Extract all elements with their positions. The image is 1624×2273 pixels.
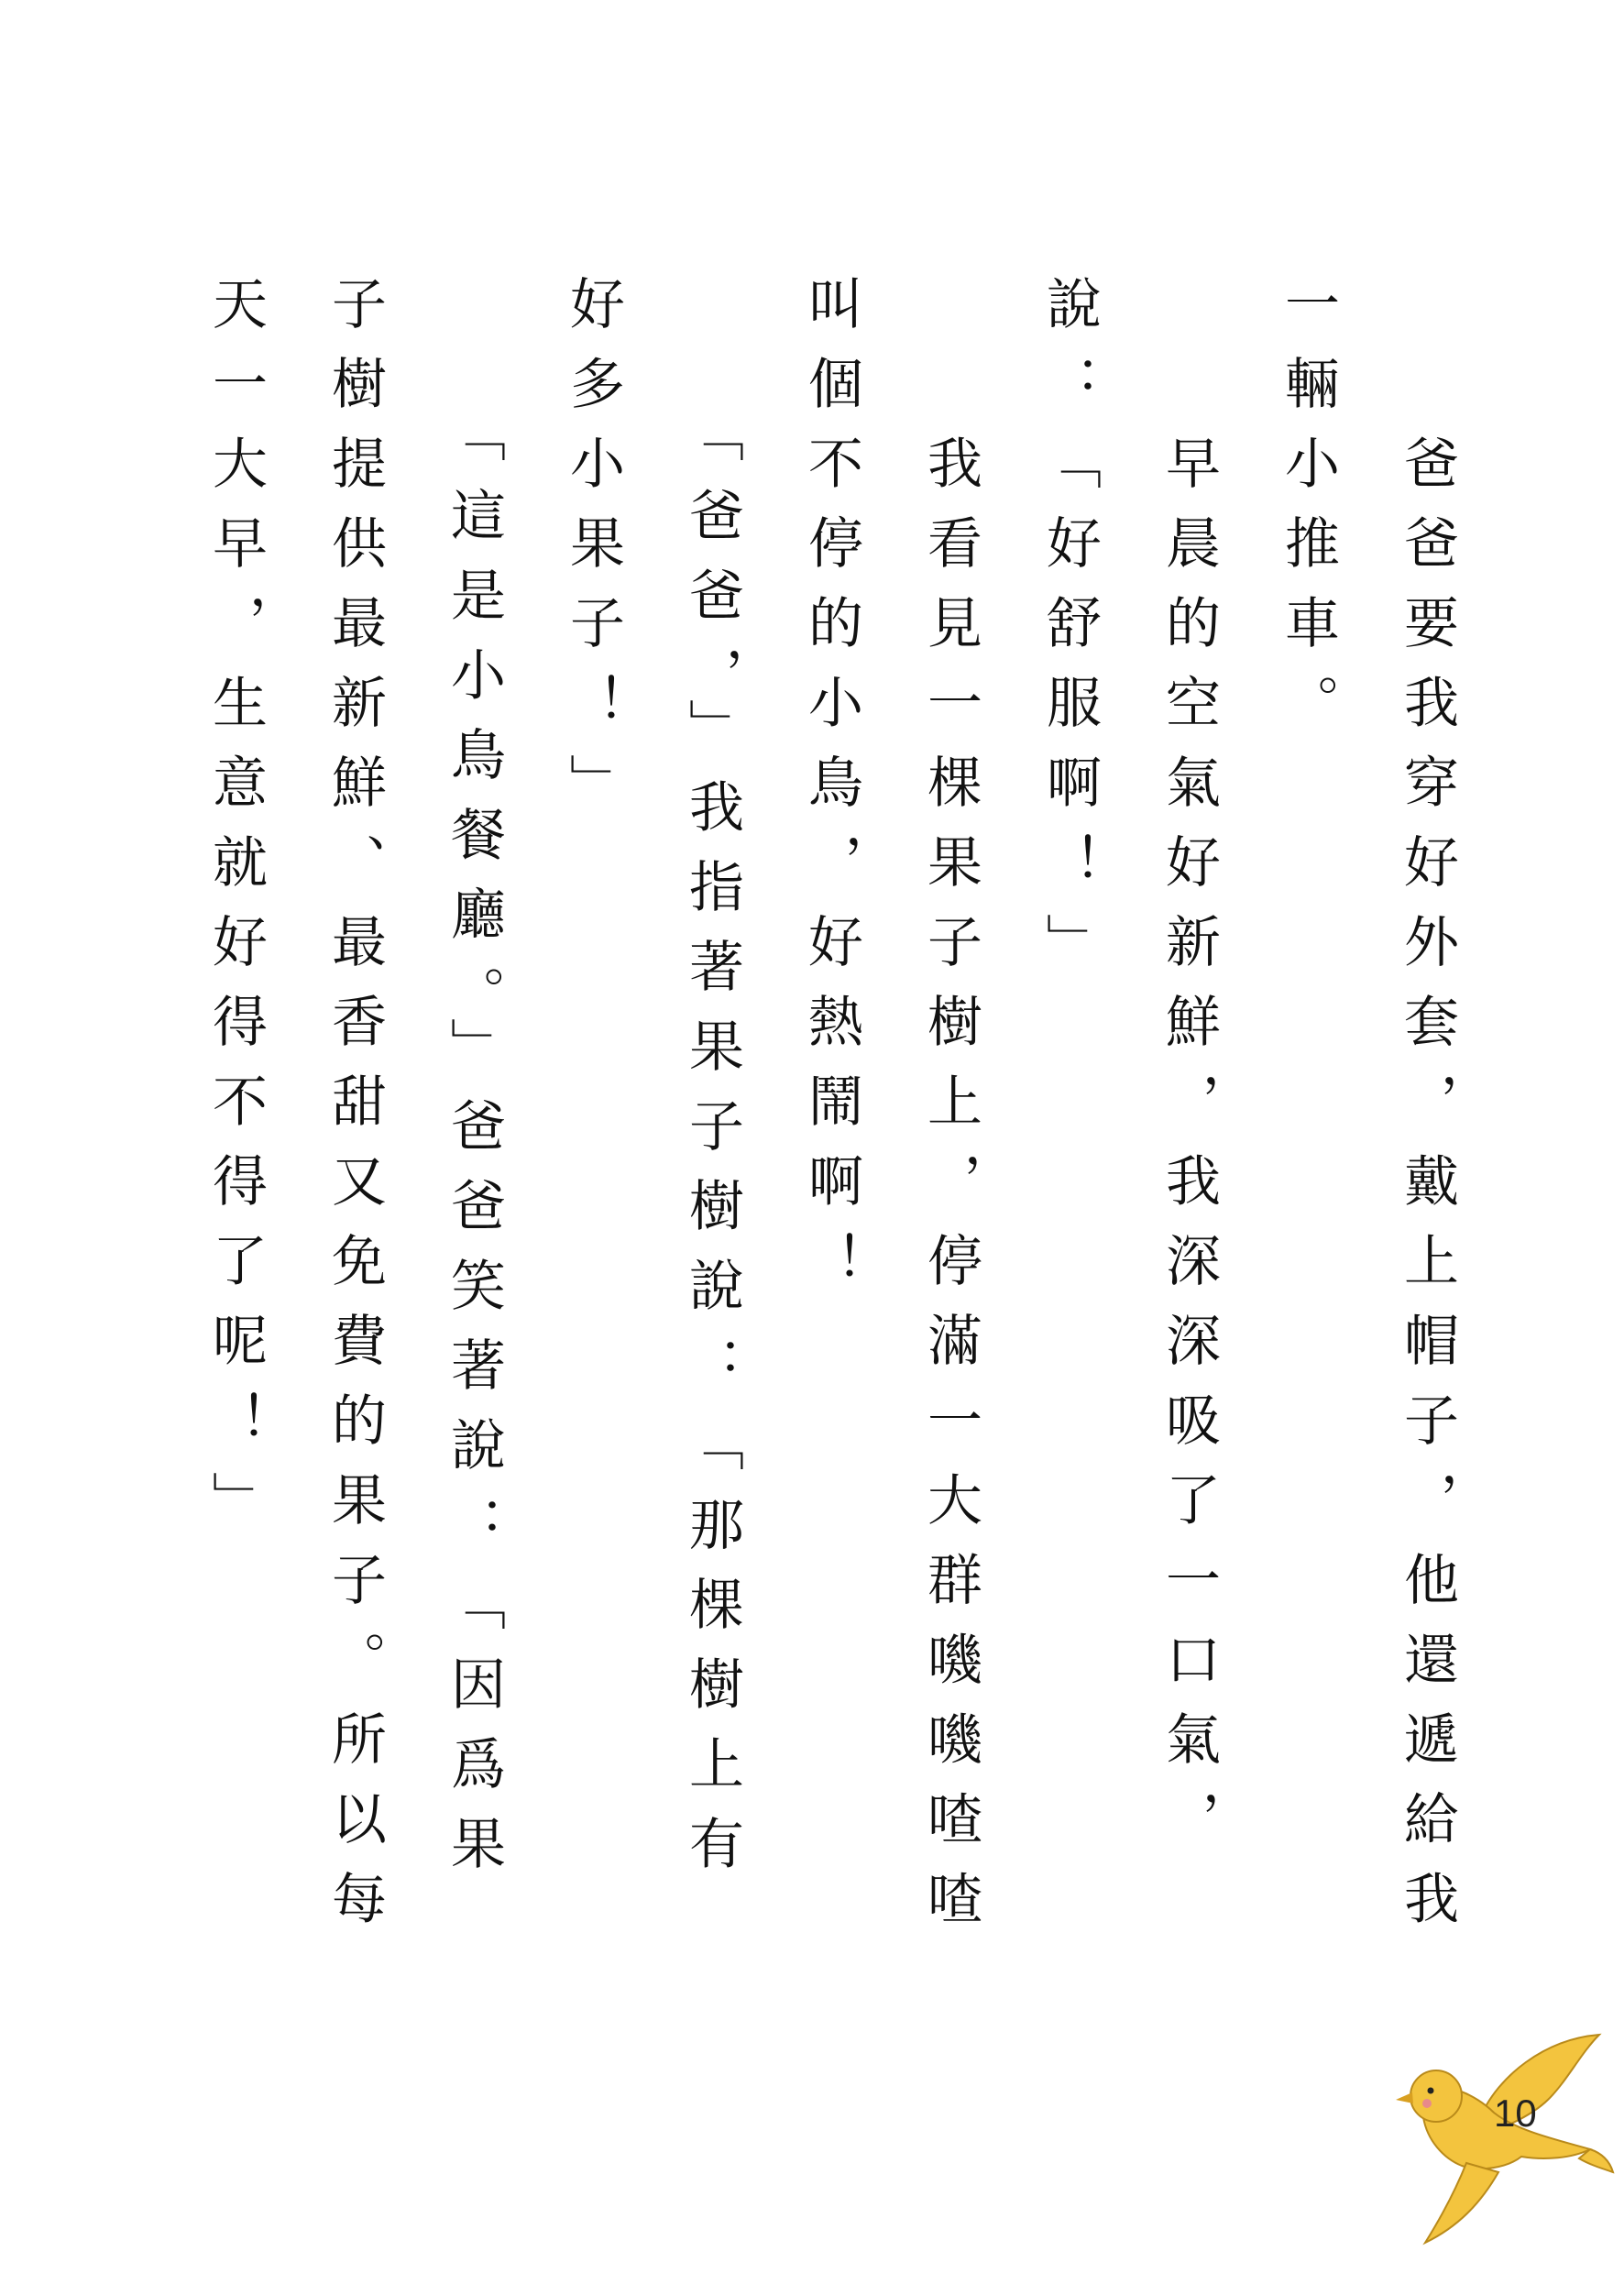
story-column-4: 說：「好舒服啊！」 [1037,275,1102,993]
bird-icon [1396,2035,1613,2243]
story-column-3: 早晨的空氣好新鮮，我深深吸了一口氣， [1157,275,1221,1870]
story-column-8: 好多小果子！」 [561,275,625,833]
story-column-9: 「這是小鳥餐廳。」爸爸笑著說：「因爲果 [442,275,506,1894]
story-column-6: 叫個不停的小鳥，好熱鬧啊！ [799,275,863,1312]
story-column-11: 天一大早，生意就好得不得了呢！」 [203,275,268,1551]
story-column-10: 子樹提供最新鮮、最香甜又免費的果子。所以每 [323,275,387,1949]
story-column-2: 一輛小推車。 [1276,275,1340,753]
page-number: 10 [1494,2092,1537,2135]
story-column-5: 我看見一棵果子樹上，停滿一大群嘰嘰喳喳 [918,275,982,1949]
story-column-1: 爸爸要我穿好外套，戴上帽子，他還遞給我 [1395,275,1459,1949]
story-column-7: 「爸爸，」我指著果子樹說：「那棵樹上有 [680,275,744,1894]
story-text [183,275,1466,2016]
